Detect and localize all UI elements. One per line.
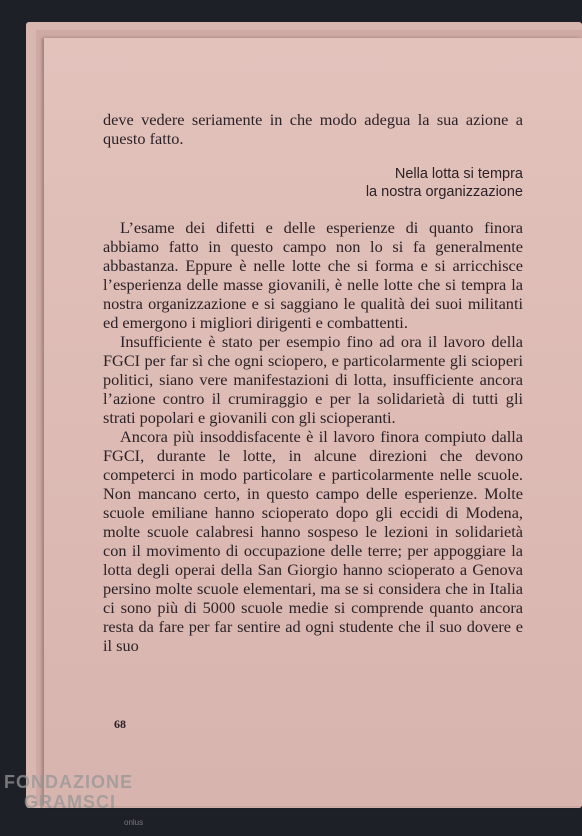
section-heading-line2: la nostra organizzazione: [365, 184, 523, 200]
page-text: [103, 110, 523, 655]
watermark-logo: [4, 772, 144, 827]
opening-lines: deve vedere seriamente in che modo adegua la sua azione a questo fatto.: [103, 110, 523, 148]
book-page: [44, 38, 582, 806]
paragraph-2: Insufficiente è stato per esempio fino ad ora il lavoro della FGCI per far sì che ogni sciopero, e particolarmente gli scioperi politici, siano vere manifestazioni di lotta, insufficiente ancora l’azione contro il crumiraggio e per la solidarietà di tutti gli strati popolari e giovanili con gli scioperanti.: [103, 332, 523, 427]
watermark-line2: GRAMSCI: [24, 792, 116, 812]
watermark-line3: onlus: [124, 818, 144, 827]
page-number: 68: [114, 717, 126, 731]
section-heading: [103, 165, 523, 201]
watermark-line1: FONDAZIONE: [4, 772, 133, 792]
section-heading-line1: Nella lotta si tempra: [394, 166, 523, 182]
paragraph-1: L’esame dei difetti e delle esperienze di quanto finora abbiamo fatto in questo campo non lo si fa generalmente abbastanza. Eppure è nelle lotte che si forma e si arricchisce l’esperienza delle masse giovanili, è nelle lotte che si tempra la nostra organizzazione e si saggiano le qualità dei suoi militanti ed emergono i migliori dirigenti e combattenti.: [103, 218, 523, 332]
paragraph-3: Ancora più insoddisfacente è il lavoro finora compiuto dalla FGCI, durante le lotte, in alcune direzioni che devono competerci in modo particolare e particolarmente nelle scuole. Non mancano certo, in questo campo delle esperienze. Molte scuole emiliane hanno scioperato dopo gli eccidi di Modena, molte scuole calabresi hanno sospeso le lezioni in solidarietà con il movimento di occupazione delle terre; per appoggiare la lotta degli operai della San Giorgio hanno scioperato a Genova persino molte scuole elementari, ma se si considera che in Italia ci sono più di 5000 scuole medie si comprende quanto ancora resta da fare per far sentire ad ogni studente che il suo dovere e il suo: [103, 427, 523, 655]
